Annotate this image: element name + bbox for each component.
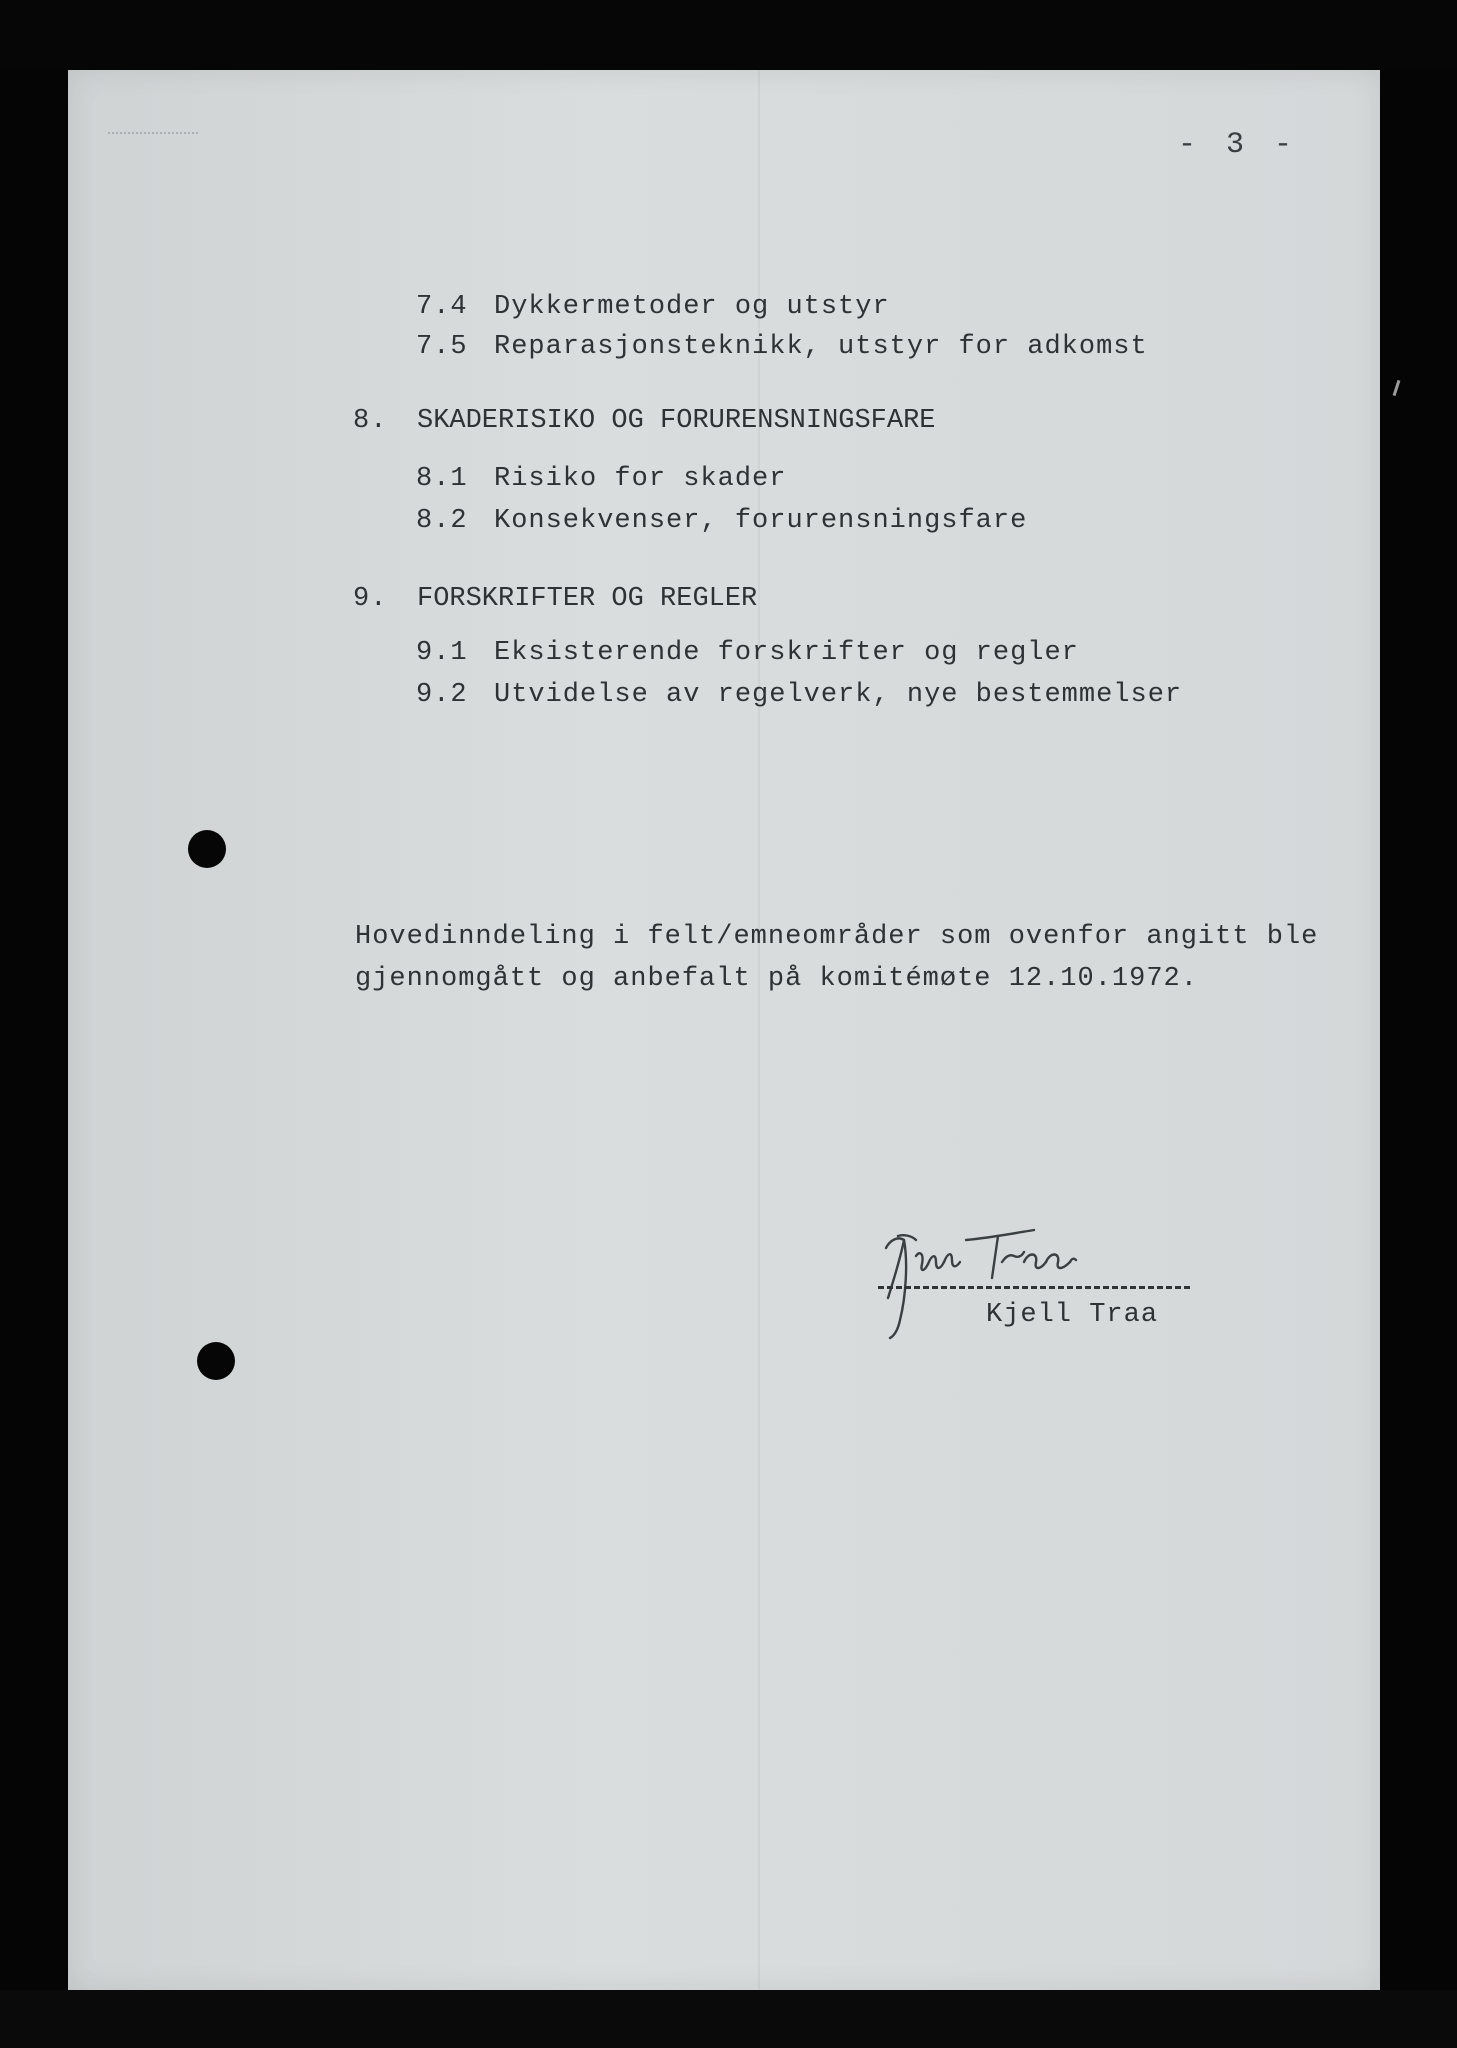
corner-smudge xyxy=(108,132,198,142)
closing-line-2: gjennomgått og anbefalt på komitémøte 12.10.1972. xyxy=(355,964,1198,994)
toc-entry-title: Reparasjonsteknikk, utstyr for adkomst xyxy=(494,332,1148,362)
signature-line xyxy=(878,1286,1190,1289)
toc-entry-title: Utvidelse av regelverk, nye bestemmelser xyxy=(494,680,1183,710)
signer-name: Kjell Traa xyxy=(986,1300,1159,1330)
closing-statement xyxy=(355,916,1318,1000)
document-page xyxy=(68,70,1380,1990)
toc-entry-7-5 xyxy=(416,332,1148,362)
toc-entry-number: 9.1 xyxy=(416,638,468,668)
handwritten-signature xyxy=(838,1200,1198,1360)
page-number: - 3 - xyxy=(1178,128,1299,162)
punch-hole-bottom xyxy=(197,1342,235,1380)
scan-border-top xyxy=(0,0,1457,70)
scan-border-bottom xyxy=(0,1990,1457,2048)
toc-entry-number: 8.1 xyxy=(416,464,468,494)
toc-entry-8-1 xyxy=(416,464,786,494)
toc-entry-8-2 xyxy=(416,506,1027,536)
toc-entry-number: 8.2 xyxy=(416,506,468,536)
toc-entry-number: 7.4 xyxy=(416,292,468,322)
toc-section-8 xyxy=(353,406,935,436)
closing-line-1: Hovedinndeling i felt/emneområder som ovenfor angitt ble xyxy=(355,922,1319,952)
toc-entry-title: Konsekvenser, forurensningsfare xyxy=(494,506,1028,536)
toc-entry-title: Eksisterende forskrifter og regler xyxy=(494,638,1079,668)
signature-block xyxy=(838,1200,1198,1440)
punch-hole-top xyxy=(188,830,226,868)
toc-entry-title: Risiko for skader xyxy=(494,464,787,494)
toc-entry-7-4 xyxy=(416,292,890,322)
toc-entry-9-1 xyxy=(416,638,1079,668)
toc-entry-title: Dykkermetoder og utstyr xyxy=(494,292,890,322)
toc-section-title: FORSKRIFTER OG REGLER xyxy=(417,584,758,614)
toc-section-number: 8. xyxy=(353,406,388,436)
margin-tick-mark xyxy=(1393,380,1401,396)
toc-section-title: SKADERISIKO OG FORURENSNINGSFARE xyxy=(417,406,936,436)
toc-entry-number: 7.5 xyxy=(416,332,468,362)
toc-entry-number: 9.2 xyxy=(416,680,468,710)
toc-section-9 xyxy=(353,584,757,614)
toc-entry-9-2 xyxy=(416,680,1182,710)
toc-section-number: 9. xyxy=(353,584,388,614)
